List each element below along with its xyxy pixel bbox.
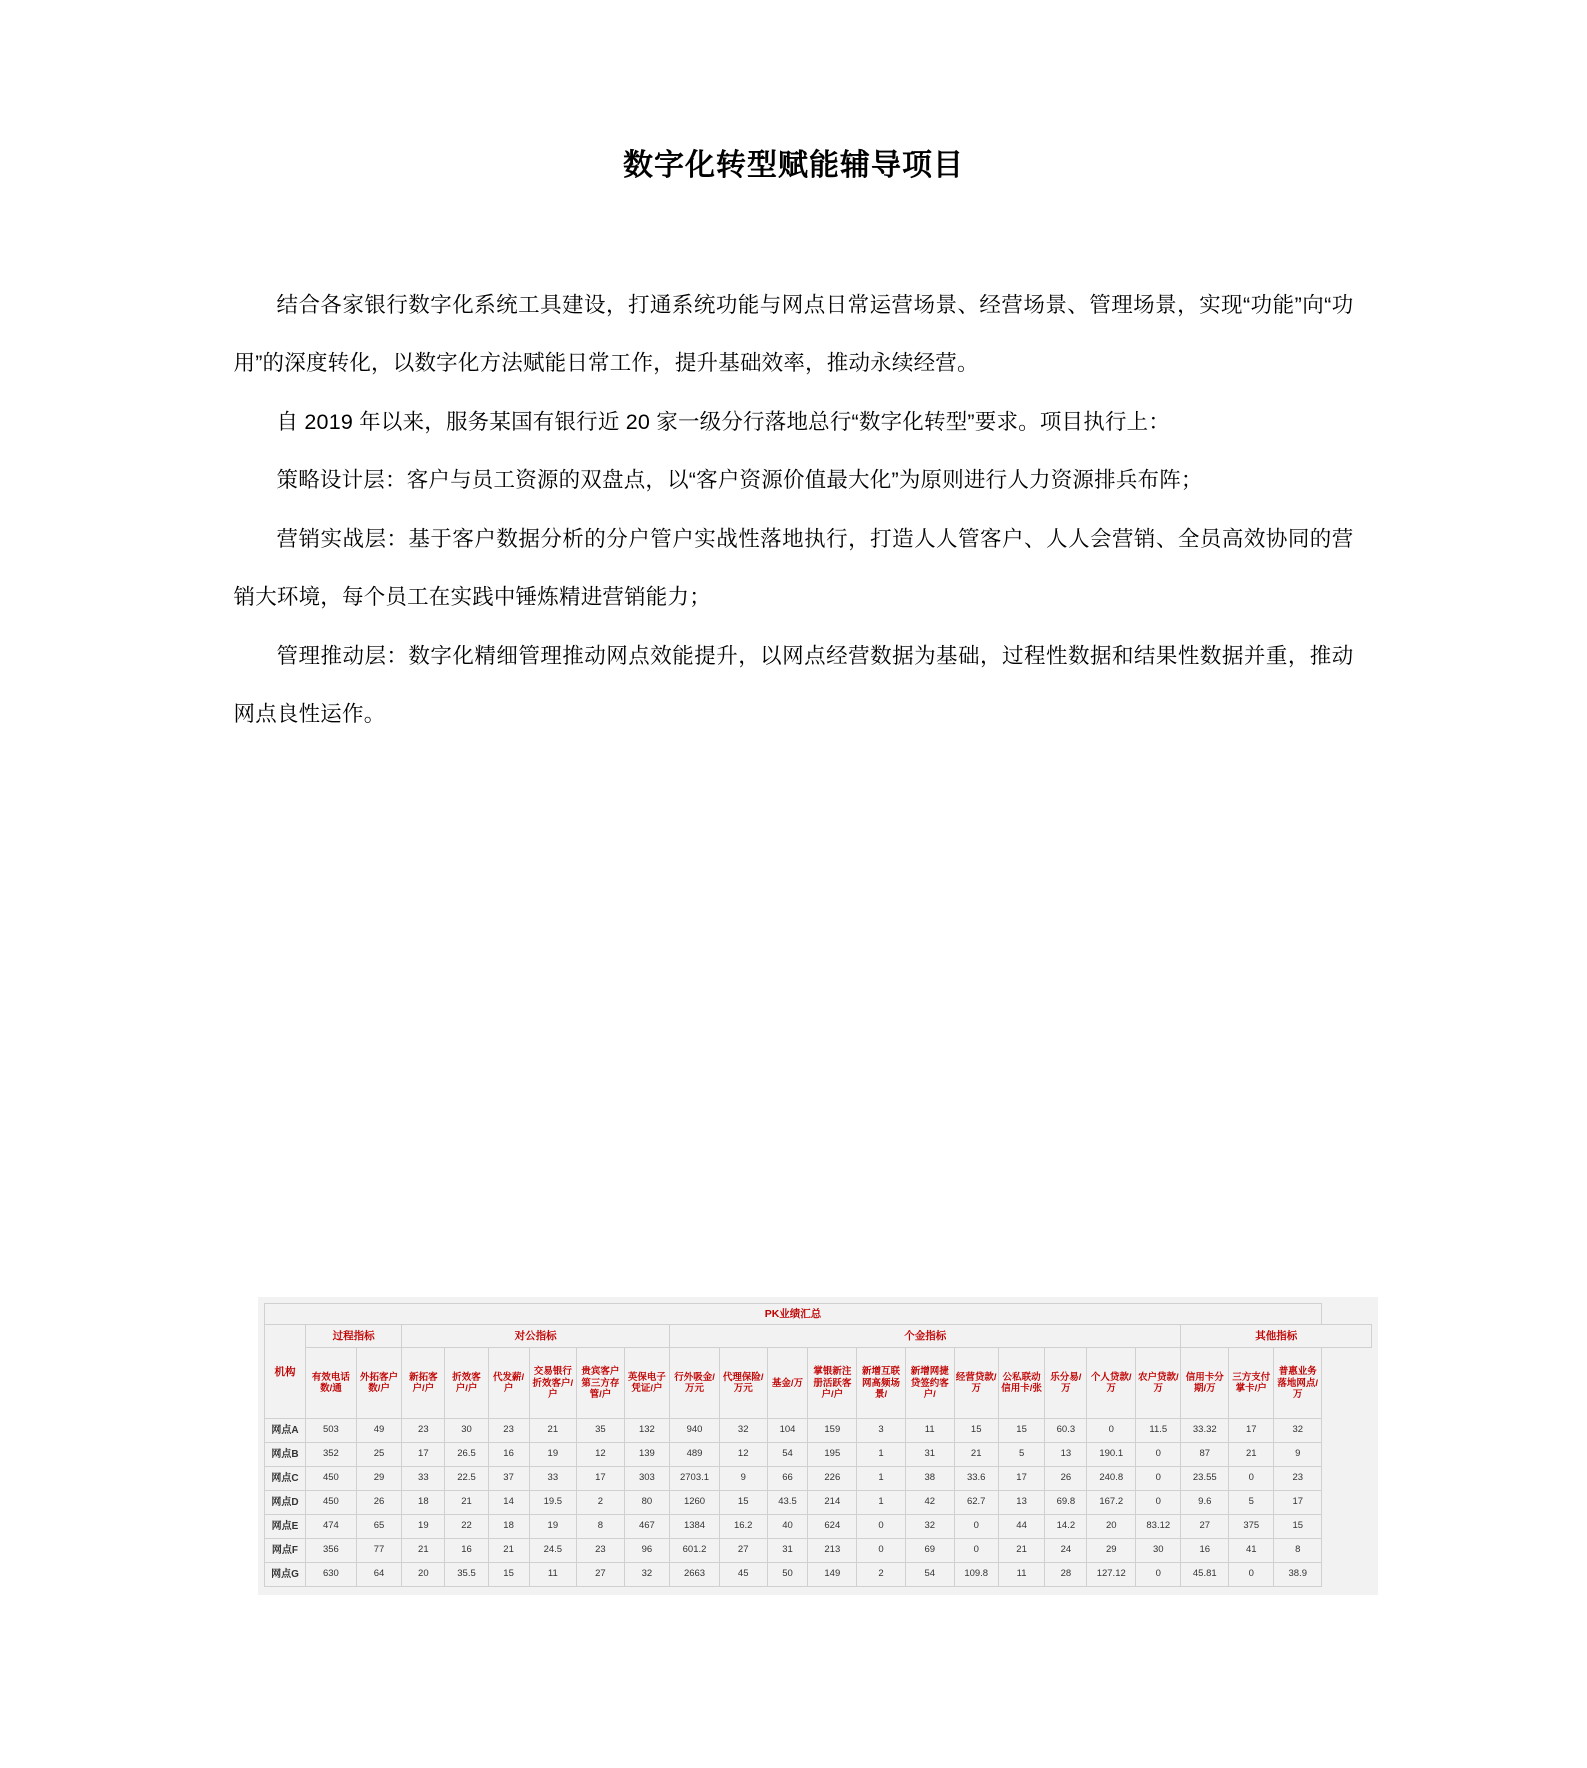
table-cell: 22.5 bbox=[445, 1467, 488, 1491]
table-cell: 17 bbox=[1229, 1419, 1274, 1443]
table-cell: 167.2 bbox=[1087, 1491, 1136, 1515]
table-column-header: 新拓客户/户 bbox=[402, 1348, 445, 1419]
table-cell: 11.5 bbox=[1136, 1419, 1181, 1443]
table-cell: 303 bbox=[624, 1467, 669, 1491]
table-cell: 624 bbox=[808, 1515, 857, 1539]
table-column-header: 代发薪/户 bbox=[488, 1348, 529, 1419]
table-cell: 83.12 bbox=[1136, 1515, 1181, 1539]
table-cell: 190.1 bbox=[1087, 1443, 1136, 1467]
table-cell: 23 bbox=[1274, 1467, 1322, 1491]
table-cell: 503 bbox=[305, 1419, 356, 1443]
table-cell: 18 bbox=[402, 1491, 445, 1515]
table-cell: 12 bbox=[719, 1443, 767, 1467]
table-cell: 240.8 bbox=[1087, 1467, 1136, 1491]
table-row bbox=[265, 1563, 1372, 1587]
table-cell: 109.8 bbox=[954, 1563, 998, 1587]
table-cell: 0 bbox=[1087, 1419, 1136, 1443]
table-cell: 127.12 bbox=[1087, 1563, 1136, 1587]
table-cell-org: 网点F bbox=[265, 1539, 306, 1563]
table-column-header: 三方支付掌卡/户 bbox=[1229, 1348, 1274, 1419]
table-cell: 132 bbox=[624, 1419, 669, 1443]
table-cell: 30 bbox=[445, 1419, 488, 1443]
table-cell: 1 bbox=[857, 1443, 906, 1467]
table-cell: 0 bbox=[1136, 1443, 1181, 1467]
table-cell: 23.55 bbox=[1181, 1467, 1229, 1491]
table-cell: 2 bbox=[577, 1491, 625, 1515]
table-cell: 450 bbox=[305, 1491, 356, 1515]
table-cell: 20 bbox=[1087, 1515, 1136, 1539]
table-cell: 45 bbox=[719, 1563, 767, 1587]
table-cell: 35 bbox=[577, 1419, 625, 1443]
table-column-header-row bbox=[265, 1348, 1372, 1419]
table-cell: 17 bbox=[402, 1443, 445, 1467]
table-cell: 80 bbox=[624, 1491, 669, 1515]
table-cell-org: 网点G bbox=[265, 1563, 306, 1587]
table-cell: 630 bbox=[305, 1563, 356, 1587]
table-cell: 44 bbox=[998, 1515, 1044, 1539]
table-cell: 40 bbox=[767, 1515, 808, 1539]
table-row bbox=[265, 1515, 1372, 1539]
table-cell: 1384 bbox=[670, 1515, 720, 1539]
table-cell: 139 bbox=[624, 1443, 669, 1467]
table-cell: 159 bbox=[808, 1419, 857, 1443]
table-column-header: 普惠业务落地网点/万 bbox=[1274, 1348, 1322, 1419]
table-column-header: 新增互联网高频场景/ bbox=[857, 1348, 906, 1419]
pk-summary-table-container bbox=[258, 1297, 1378, 1595]
table-cell: 16 bbox=[488, 1443, 529, 1467]
table-cell: 38 bbox=[905, 1467, 954, 1491]
table-cell: 21 bbox=[488, 1539, 529, 1563]
table-group-header: 其他指标 bbox=[1181, 1325, 1372, 1348]
paragraph-3: 策略设计层：客户与员工资源的双盘点，以“客户资源价值最大化”为原则进行人力资源排兵布阵； bbox=[276, 468, 1203, 493]
table-cell: 11 bbox=[529, 1563, 577, 1587]
table-cell: 45.81 bbox=[1181, 1563, 1229, 1587]
table-row bbox=[265, 1419, 1372, 1443]
table-cell: 226 bbox=[808, 1467, 857, 1491]
table-cell: 35.5 bbox=[445, 1563, 488, 1587]
table-cell: 65 bbox=[356, 1515, 401, 1539]
table-cell: 11 bbox=[998, 1563, 1044, 1587]
table-cell: 42 bbox=[905, 1491, 954, 1515]
table-cell: 149 bbox=[808, 1563, 857, 1587]
table-column-header: 经营贷款/万 bbox=[954, 1348, 998, 1419]
table-cell: 214 bbox=[808, 1491, 857, 1515]
table-column-header: 掌银新注册活跃客户/户 bbox=[808, 1348, 857, 1419]
table-cell: 9.6 bbox=[1181, 1491, 1229, 1515]
table-column-header: 贵宾客户第三方存管/户 bbox=[577, 1348, 625, 1419]
table-row bbox=[265, 1491, 1372, 1515]
table-column-header: 行外吸金/万元 bbox=[670, 1348, 720, 1419]
table-cell: 26 bbox=[1045, 1467, 1087, 1491]
table-cell: 77 bbox=[356, 1539, 401, 1563]
table-cell: 27 bbox=[719, 1539, 767, 1563]
table-cell: 32 bbox=[905, 1515, 954, 1539]
table-cell: 23 bbox=[402, 1419, 445, 1443]
document-body bbox=[234, 184, 1354, 744]
table-column-header: 个人贷款/万 bbox=[1087, 1348, 1136, 1419]
table-cell: 28 bbox=[1045, 1563, 1087, 1587]
table-cell-org: 网点B bbox=[265, 1443, 306, 1467]
table-cell: 27 bbox=[577, 1563, 625, 1587]
table-cell: 30 bbox=[1136, 1539, 1181, 1563]
table-column-header: 交易银行折效客户/户 bbox=[529, 1348, 577, 1419]
table-cell: 50 bbox=[767, 1563, 808, 1587]
table-cell: 15 bbox=[719, 1491, 767, 1515]
table-cell: 26.5 bbox=[445, 1443, 488, 1467]
table-cell: 32 bbox=[1274, 1419, 1322, 1443]
table-cell: 26 bbox=[356, 1491, 401, 1515]
table-cell: 2663 bbox=[670, 1563, 720, 1587]
table-cell: 21 bbox=[954, 1443, 998, 1467]
table-cell: 32 bbox=[719, 1419, 767, 1443]
table-row bbox=[265, 1539, 1372, 1563]
table-cell: 54 bbox=[767, 1443, 808, 1467]
table-cell: 32 bbox=[624, 1563, 669, 1587]
table-cell: 21 bbox=[998, 1539, 1044, 1563]
table-cell: 0 bbox=[954, 1515, 998, 1539]
table-cell: 25 bbox=[356, 1443, 401, 1467]
table-cell: 31 bbox=[905, 1443, 954, 1467]
table-cell: 54 bbox=[905, 1563, 954, 1587]
table-cell: 22 bbox=[445, 1515, 488, 1539]
table-cell: 31 bbox=[767, 1539, 808, 1563]
table-group-header: 过程指标 bbox=[305, 1325, 401, 1348]
table-column-header: 信用卡分期/万 bbox=[1181, 1348, 1229, 1419]
table-cell: 69.8 bbox=[1045, 1491, 1087, 1515]
table-cell-org: 网点C bbox=[265, 1467, 306, 1491]
table-column-header: 折效客户/户 bbox=[445, 1348, 488, 1419]
table-cell: 15 bbox=[1274, 1515, 1322, 1539]
table-cell: 15 bbox=[998, 1419, 1044, 1443]
table-cell: 19.5 bbox=[529, 1491, 577, 1515]
pk-summary-table bbox=[264, 1303, 1372, 1587]
table-cell: 1 bbox=[857, 1491, 906, 1515]
table-cell-org: 网点D bbox=[265, 1491, 306, 1515]
table-cell: 19 bbox=[402, 1515, 445, 1539]
table-column-header: 新增网捷贷签约客户/ bbox=[905, 1348, 954, 1419]
table-cell: 15 bbox=[954, 1419, 998, 1443]
table-cell: 14.2 bbox=[1045, 1515, 1087, 1539]
table-cell: 21 bbox=[529, 1419, 577, 1443]
table-cell: 33.32 bbox=[1181, 1419, 1229, 1443]
table-cell: 33 bbox=[402, 1467, 445, 1491]
table-cell: 49 bbox=[356, 1419, 401, 1443]
table-cell: 213 bbox=[808, 1539, 857, 1563]
table-cell: 489 bbox=[670, 1443, 720, 1467]
table-column-header: 外拓客户数/户 bbox=[356, 1348, 401, 1419]
table-cell: 0 bbox=[954, 1539, 998, 1563]
table-cell: 14 bbox=[488, 1491, 529, 1515]
table-title: PK业绩汇总 bbox=[265, 1304, 1322, 1325]
table-cell: 16 bbox=[1181, 1539, 1229, 1563]
table-cell: 13 bbox=[998, 1491, 1044, 1515]
table-group-header-row bbox=[265, 1325, 1372, 1348]
table-cell: 0 bbox=[1136, 1563, 1181, 1587]
paragraph-1: 结合各家银行数字化系统工具建设，打通系统功能与网点日常运营场景、经营场景、管理场景，实现“功能”向“功用”的深度转化，以数字化方法赋能日常工作，提升基础效率，推动永续经营。 bbox=[233, 293, 1354, 376]
table-column-header: 乐分易/万 bbox=[1045, 1348, 1087, 1419]
table-group-header: 机构 bbox=[265, 1325, 306, 1419]
table-cell: 60.3 bbox=[1045, 1419, 1087, 1443]
table-cell: 37 bbox=[488, 1467, 529, 1491]
table-row bbox=[265, 1467, 1372, 1491]
table-cell: 17 bbox=[1274, 1491, 1322, 1515]
table-cell: 9 bbox=[719, 1467, 767, 1491]
table-cell: 13 bbox=[1045, 1443, 1087, 1467]
table-cell: 17 bbox=[577, 1467, 625, 1491]
table-cell: 1 bbox=[857, 1467, 906, 1491]
table-cell: 16.2 bbox=[719, 1515, 767, 1539]
table-cell: 8 bbox=[1274, 1539, 1322, 1563]
table-cell: 450 bbox=[305, 1467, 356, 1491]
table-cell: 20 bbox=[402, 1563, 445, 1587]
table-cell: 9 bbox=[1274, 1443, 1322, 1467]
table-cell: 0 bbox=[1136, 1467, 1181, 1491]
page-title: 数字化转型赋能辅导项目 bbox=[623, 149, 964, 182]
table-cell: 0 bbox=[857, 1515, 906, 1539]
table-cell: 69 bbox=[905, 1539, 954, 1563]
table-cell: 467 bbox=[624, 1515, 669, 1539]
paragraph-2: 自 2019 年以来，服务某国有银行近 20 家一级分行落地总行“数字化转型”要求。项目执行上： bbox=[276, 409, 1171, 434]
table-cell: 23 bbox=[577, 1539, 625, 1563]
table-cell: 64 bbox=[356, 1563, 401, 1587]
table-cell: 33.6 bbox=[954, 1467, 998, 1491]
table-cell: 5 bbox=[998, 1443, 1044, 1467]
table-cell: 29 bbox=[1087, 1539, 1136, 1563]
table-cell: 352 bbox=[305, 1443, 356, 1467]
table-cell: 15 bbox=[488, 1563, 529, 1587]
table-column-header: 英保电子凭证/户 bbox=[624, 1348, 669, 1419]
table-cell: 940 bbox=[670, 1419, 720, 1443]
table-column-header: 公私联动信用卡/张 bbox=[998, 1348, 1044, 1419]
table-cell: 38.9 bbox=[1274, 1563, 1322, 1587]
table-cell: 356 bbox=[305, 1539, 356, 1563]
table-cell: 21 bbox=[1229, 1443, 1274, 1467]
table-cell: 19 bbox=[529, 1515, 577, 1539]
table-column-header: 农户贷款/万 bbox=[1136, 1348, 1181, 1419]
table-cell: 11 bbox=[905, 1419, 954, 1443]
table-cell: 3 bbox=[857, 1419, 906, 1443]
table-cell: 33 bbox=[529, 1467, 577, 1491]
table-cell: 41 bbox=[1229, 1539, 1274, 1563]
table-title-row bbox=[265, 1304, 1372, 1325]
paragraph-5: 管理推动层：数字化精细管理推动网点效能提升，以网点经营数据为基础，过程性数据和结果性数据并重，推动网点良性运作。 bbox=[233, 643, 1354, 727]
table-cell: 0 bbox=[1229, 1467, 1274, 1491]
table-cell: 104 bbox=[767, 1419, 808, 1443]
table-cell: 66 bbox=[767, 1467, 808, 1491]
table-column-header: 有效电话数/通 bbox=[305, 1348, 356, 1419]
table-cell: 29 bbox=[356, 1467, 401, 1491]
table-cell: 19 bbox=[529, 1443, 577, 1467]
table-cell: 2 bbox=[857, 1563, 906, 1587]
table-cell: 12 bbox=[577, 1443, 625, 1467]
table-cell-org: 网点E bbox=[265, 1515, 306, 1539]
table-cell: 2703.1 bbox=[670, 1467, 720, 1491]
table-column-header: 代理保险/万元 bbox=[719, 1348, 767, 1419]
table-cell: 0 bbox=[1229, 1563, 1274, 1587]
table-cell: 601.2 bbox=[670, 1539, 720, 1563]
table-cell: 18 bbox=[488, 1515, 529, 1539]
table-cell: 87 bbox=[1181, 1443, 1229, 1467]
table-cell: 21 bbox=[445, 1491, 488, 1515]
table-cell: 17 bbox=[998, 1467, 1044, 1491]
table-row bbox=[265, 1443, 1372, 1467]
table-group-header: 对公指标 bbox=[402, 1325, 670, 1348]
table-cell: 21 bbox=[402, 1539, 445, 1563]
table-cell: 27 bbox=[1181, 1515, 1229, 1539]
table-cell: 96 bbox=[624, 1539, 669, 1563]
table-cell: 23 bbox=[488, 1419, 529, 1443]
table-cell: 43.5 bbox=[767, 1491, 808, 1515]
table-column-header: 基金/万 bbox=[767, 1348, 808, 1419]
table-cell: 24 bbox=[1045, 1539, 1087, 1563]
table-group-header: 个金指标 bbox=[670, 1325, 1181, 1348]
table-cell: 195 bbox=[808, 1443, 857, 1467]
table-cell: 8 bbox=[577, 1515, 625, 1539]
table-cell: 474 bbox=[305, 1515, 356, 1539]
paragraph-4: 营销实战层：基于客户数据分析的分户管户实战性落地执行，打造人人管客户、人人会营销、全员高效协同的营销大环境，每个员工在实践中锤炼精进营销能力； bbox=[233, 526, 1354, 610]
table-cell: 24.5 bbox=[529, 1539, 577, 1563]
table-cell: 0 bbox=[1136, 1491, 1181, 1515]
table-cell: 1260 bbox=[670, 1491, 720, 1515]
table-cell: 5 bbox=[1229, 1491, 1274, 1515]
table-cell: 375 bbox=[1229, 1515, 1274, 1539]
table-cell: 62.7 bbox=[954, 1491, 998, 1515]
table-cell-org: 网点A bbox=[265, 1419, 306, 1443]
table-cell: 16 bbox=[445, 1539, 488, 1563]
table-cell: 0 bbox=[857, 1539, 906, 1563]
